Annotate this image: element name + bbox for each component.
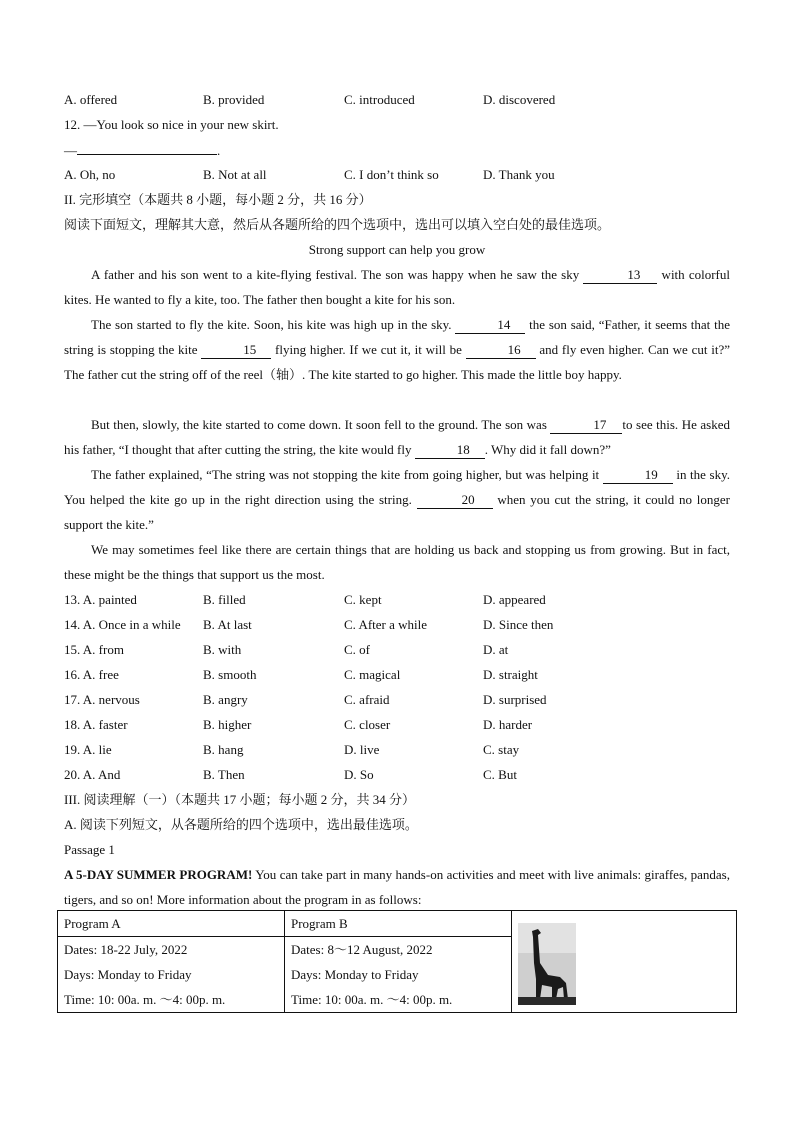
q14-option-c: C. After a while <box>344 617 428 632</box>
q15-option-d: D. at <box>483 642 509 657</box>
p4-text-c: in the sky. You helped the kite go up in the right direction using the string. <box>64 467 730 507</box>
p1-text-a: A father and his son went to a kite-flying festival. The son was happy when he saw the sky <box>91 267 584 282</box>
q16-option-c: C. magical <box>344 667 401 682</box>
question-19 <box>64 737 730 762</box>
p2-text-d: flying higher. If we cut it, it will be <box>271 342 466 357</box>
blank-16[interactable]: 16 <box>466 341 536 359</box>
q13-option-c: C. kept <box>344 592 382 607</box>
passage-1-intro <box>64 862 730 912</box>
q18-option-c: C. closer <box>344 717 391 732</box>
q20-option-c: D. So <box>344 767 374 782</box>
q14-option-b: B. At last <box>203 617 252 632</box>
blank-13[interactable]: 13 <box>583 266 657 284</box>
q17-option-a: 17. A. nervous <box>64 692 140 707</box>
q12-option-b: B. Not at all <box>203 167 267 182</box>
blank-17[interactable]: 17 <box>550 416 622 434</box>
q16-option-b: B. smooth <box>203 667 257 682</box>
q19-option-a: 19. A. lie <box>64 742 112 757</box>
p4-text-a: The father explained, “The string was not stopping the kite from going higher, but was helping it <box>91 467 603 482</box>
question-17 <box>64 687 730 712</box>
passage-paragraph-1 <box>64 262 730 312</box>
q12-blank[interactable] <box>77 137 217 155</box>
q12-stem: 12. —You look so nice in your new skirt. <box>64 117 279 132</box>
q20-option-d: C. But <box>483 767 517 782</box>
q20-option-a: 20. A. And <box>64 767 121 782</box>
question-15 <box>64 637 730 662</box>
blank-20[interactable]: 20 <box>417 491 493 509</box>
q19-option-c: D. live <box>344 742 380 757</box>
passage-paragraph-5: We may sometimes feel like there are certain things that are holding us back and stopping us from growing. But in fact, these might be the things that support us the most. <box>64 542 730 582</box>
q20-option-b: B. Then <box>203 767 245 782</box>
q18-option-a: 18. A. faster <box>64 717 128 732</box>
q12-option-d: D. Thank you <box>483 167 555 182</box>
program-a-time: Time: 10: 00a. m. ～4: 00p. m. <box>64 992 226 1007</box>
question-13 <box>64 587 730 612</box>
blank-18[interactable]: 18 <box>415 441 485 459</box>
q13-option-b: B. filled <box>203 592 246 607</box>
p2-text-c: the son said, “Father, it seems that the string is stopping the kite <box>64 317 730 357</box>
question-18 <box>64 712 730 737</box>
q19-option-d: C. stay <box>483 742 520 757</box>
passage-label: Passage 1 <box>64 842 115 857</box>
section3-heading: III. 阅读理解（一）（本题共 17 小题；每小题 2 分，共 34 分） <box>64 792 415 807</box>
program-headline: A 5-DAY SUMMER PROGRAM! <box>64 867 253 882</box>
q11-option-a: A. offered <box>64 92 118 107</box>
question-14 <box>64 612 730 637</box>
q12-period: . <box>217 143 221 158</box>
q12-dash: — <box>64 143 77 158</box>
program-b-cell <box>285 911 512 1013</box>
program-a-dates: Dates: 18-22 July, 2022 <box>64 942 188 957</box>
q11-option-d: D. discovered <box>483 92 556 107</box>
passage-title: Strong support can help you grow <box>308 242 486 257</box>
program-b-dates: Dates: 8～12 August, 2022 <box>291 942 433 957</box>
q13-option-d: D. appeared <box>483 592 546 607</box>
passage-paragraph-4 <box>64 462 730 537</box>
q17-option-b: B. angry <box>203 692 248 707</box>
program-a-days: Days: Monday to Friday <box>64 967 192 982</box>
p3-text-a: But then, slowly, the kite started to come down. It soon fell to the ground. The son was <box>91 417 551 432</box>
program-a-cell <box>58 911 285 1013</box>
q18-option-d: D. harder <box>483 717 533 732</box>
q14-option-a: 14. A. Once in a while <box>64 617 181 632</box>
section2-instruction: 阅读下面短文，理解其大意，然后从各题所给的四个选项中，选出可以填入空白处的最佳选项。 <box>64 217 611 232</box>
q12-answer-line <box>64 137 220 163</box>
q15-option-c: C. of <box>344 642 370 657</box>
q12-option-c: C. I don’t think so <box>344 167 439 182</box>
q16-option-a: 16. A. free <box>64 667 119 682</box>
question-20 <box>64 762 730 787</box>
q13-option-a: 13. A. painted <box>64 592 137 607</box>
q19-option-b: B. hang <box>203 742 244 757</box>
program-b-days: Days: Monday to Friday <box>291 967 419 982</box>
q11-option-c: C. introduced <box>344 92 415 107</box>
q12-option-a: A. Oh, no <box>64 167 116 182</box>
p2-text-a: The son started to fly the kite. Soon, his kite was high up in the sky. <box>91 317 456 332</box>
program-intro-text: You can take part in many hands-on activities and meet with live animals: giraffes, pandas, tigers, and so on! More information about the program in as follows: <box>64 867 730 907</box>
program-image-cell <box>512 911 737 1013</box>
q14-option-d: D. Since then <box>483 617 554 632</box>
p3-text-d: . Why did it fall down?” <box>484 442 611 457</box>
section3-sub-instruction: A. 阅读下列短文，从各题所给的四个选项中，选出最佳选项。 <box>64 817 418 832</box>
q15-option-a: 15. A. from <box>64 642 124 657</box>
blank-15[interactable]: 15 <box>201 341 271 359</box>
q11-option-b: B. provided <box>203 92 265 107</box>
blank-14[interactable]: 14 <box>455 316 525 334</box>
passage-paragraph-3 <box>64 412 730 462</box>
q17-option-d: D. surprised <box>483 692 547 707</box>
p1-text-c: with colorful kites. He wanted to fly a kite, too. The father then bought a kite for his son. <box>64 267 730 307</box>
question-16 <box>64 662 730 687</box>
q11-options <box>64 87 730 112</box>
blank-19[interactable]: 19 <box>603 466 673 484</box>
q16-option-d: D. straight <box>483 667 538 682</box>
program-a-title: Program A <box>58 911 284 937</box>
giraffe-silhouette-icon <box>518 923 576 1005</box>
q18-option-b: B. higher <box>203 717 252 732</box>
passage-paragraph-2 <box>64 312 730 387</box>
section2-heading: II. 完形填空（本题共 8 小题，每小题 2 分，共 16 分） <box>64 192 372 207</box>
p2-text-e: and fly even higher. Can we cut it?” The father cut the string off of the reel（轴）. The kite started to go higher. This made the little boy happy. <box>64 342 730 382</box>
p4-text-d: when you cut the string, it could no longer support the kite.” <box>64 492 731 532</box>
q12-options <box>64 162 730 187</box>
q17-option-c: C. afraid <box>344 692 390 707</box>
q15-option-b: B. with <box>203 642 242 657</box>
program-b-time: Time: 10: 00a. m. ～4: 00p. m. <box>291 992 453 1007</box>
p3-text-c: to see this. He asked his father, “I thought that after cutting the string, the kite would fly <box>64 417 730 457</box>
giraffe-photo-icon <box>518 923 576 1005</box>
program-table <box>57 910 737 1013</box>
program-b-title: Program B <box>285 911 511 937</box>
